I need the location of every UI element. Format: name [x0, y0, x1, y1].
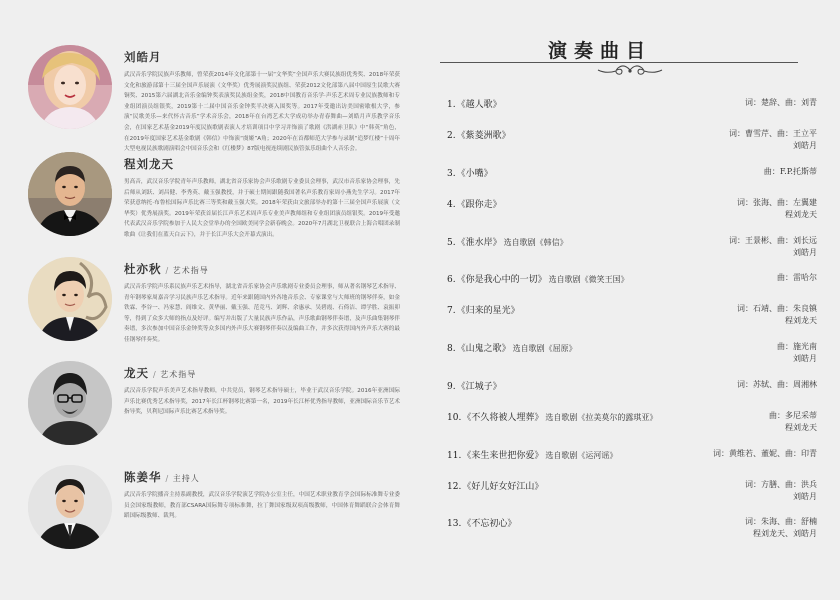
song-source: 选自歌剧《屈原》 [512, 344, 577, 353]
item-number: 8. [447, 344, 456, 354]
program-title: 演奏曲目 [547, 40, 652, 62]
credit-line: 曲：雷哈尔 [777, 273, 817, 282]
song-title: 《跟你走》 [456, 200, 502, 210]
song-source: 选自歌剧《韩信》 [503, 238, 568, 247]
song-title: 《淮水岸》 [456, 238, 502, 248]
performer-line: 刘皓月 [793, 248, 817, 257]
song-title: 《山鬼之歌》 [456, 344, 511, 354]
person-info [124, 45, 400, 155]
item-number: 9. [447, 382, 456, 392]
item-number: 3. [447, 169, 456, 179]
credit-line: 词：黄维若、董妮、曲：印青 [713, 449, 817, 458]
person-bio: 男高音，武汉音乐学院青年声乐教师，湖北省音乐家协会声乐歌剧专业委员会理事，武汉市音乐家协会理事，先后师从刘跃、刘昌健、李秀英、戴玉强教授，并于硕士期间跟随我国著名声乐教育家周小燕先生学习。2017年荣获意纳托·布鲁松国际声乐比赛三等奖和戴玉强大奖。2018年荣获由文旅部举办的第十三届全国声乐展演（文华奖）优秀展演奖。2019年荣获首届长江声乐艺术周声乐专业美声教师组和专业组团演员组银奖。2019年受邀代表武汉音乐学院参加于人民大会堂举办的全国欧美同学会新春晚会。2020年7月湖北卫视联合上海合唱团录制歌曲《让我们在蓝天白云下》，并于长江声乐大会开幕式演出。 [124, 179, 400, 238]
portrait-du-yiqiu [28, 257, 112, 341]
song-title: 《你是我心中的一切》 [456, 275, 547, 285]
song-title: 《小嘴》 [456, 169, 493, 179]
credit-line: 曲：施光南 [777, 342, 817, 351]
item-number: 10. [447, 413, 462, 423]
song-title: 《越人歌》 [456, 100, 502, 110]
credit-line: 词：曹雪芹、曲：王立平 [729, 129, 817, 138]
person-info [124, 152, 400, 241]
item-number: 7. [447, 306, 456, 316]
item-number: 4. [447, 200, 456, 210]
item-number: 6. [447, 275, 456, 285]
credit-line: 词：朱海、曲：舒楠 [745, 517, 817, 526]
performer-line: 程刘龙天 [785, 423, 817, 432]
credit-line: 词：楚辞、曲：刘青 [745, 98, 817, 107]
credit-line: 曲：多尼采蒂 [769, 411, 817, 420]
song-source: 选自歌剧《拉美莫尔的露琪亚》 [545, 413, 658, 422]
song-title: 《好儿好女好江山》 [462, 482, 544, 492]
performer-line: 刘皓月 [793, 354, 817, 363]
song-source: 选自歌剧《运河谣》 [545, 451, 618, 460]
item-number: 1. [447, 100, 456, 110]
portrait-long-tian [28, 361, 112, 445]
person-bio: 武汉音乐学院声乐美声艺术指导教师，中共党员，钢琴艺术指导硕士，毕业于武汉音乐学院。2016年亚洲国际声乐比赛优秀艺术指导奖，2017年长江杯钢琴比赛第一名，2019年长江杯优秀指导教师，亚洲国际音乐节艺术指导奖，贝利尼国际声乐比赛艺术指导奖。 [124, 388, 400, 416]
performer-line: 程刘龙天 [785, 316, 817, 325]
portrait-cheng-liu-longtian [28, 152, 112, 236]
portrait-liu-haoyue [28, 45, 112, 129]
person-role: / 艺术指导 [166, 265, 209, 276]
credit-line: 词：苏轼、曲：周湘林 [737, 380, 817, 389]
credit-line: 词：张海、曲：左翼建 [737, 198, 817, 207]
performer-line: 程刘龙天 [785, 210, 817, 219]
ornament-flourish-icon [596, 62, 664, 82]
person-name: 杜亦秋 [124, 262, 162, 276]
credit-line: 曲：F.P.托斯蒂 [763, 167, 817, 176]
person-bio: 武汉音乐学院声乐系民族声乐艺术指导，湖北省音乐家协会声乐歌剧专业委员会理事，师从著名钢琴艺术指导、青年钢琴家周嘉音学习民族声乐艺术指导。近年来跟随国内外各地音乐会、专家课堂与大师班的钢琴伴奏，如金铁霖、李谷一、冯家慧、阎维文、黄华丽、戴玉强、范竞马、刘辉、余惠承、吴碧霞、石倚洁、谭学胜、袁振卯等，得到了众多大师的指点及好评。编写并出版了大量民族声乐作品，声乐歌曲钢琴伴奏谱，及声乐曲集钢琴伴奏谱，多次参加中国音乐金钟奖等众多国内外声乐大赛钢琴伴奏以及编曲工作，并多次获得国内外声乐大赛的最佳钢琴伴奏奖。 [124, 284, 400, 343]
credit-line: 词：石靖、曲：朱良镇 [737, 304, 817, 313]
song-title: 《紫菱洲歌》 [456, 131, 511, 141]
performer-line: 刘皓月 [793, 492, 817, 501]
item-number: 2. [447, 131, 456, 141]
song-title: 《归来的星光》 [456, 306, 520, 316]
item-number: 11. [447, 451, 462, 461]
person-name: 陈姜华 [124, 470, 162, 484]
song-title: 《来生来世把你爱》 [462, 451, 544, 461]
item-number: 13. [447, 519, 462, 529]
song-title: 《江城子》 [456, 382, 502, 392]
song-title: 《不忘初心》 [462, 519, 517, 529]
person-bio: 武汉音乐学院民族声乐教师，曾荣获2014年文化部第十一届“文华奖”全国声乐大赛民族组优秀奖、2018年荣获文化和旅游部第十三届全国声乐展演（文华奖）优秀展演奖民族组、荣获2012文化部第八届中国原生民歌大赛铜奖、2015第六届湖北音乐金编钟奖表演奖民族组金奖，2018中国教育音乐学·声乐艺术周专业民族教师和专业组团演员组银奖，2019第十二届中国音乐金钟奖半决赛入围奖等。2017年受邀出访美国密歇根大学，参演“民歌美乐—来代怀古音乐”学术音乐会，2018年在台湾艺术大学成功举办青春舞曲—刘皓月声乐教学音乐会，在国家艺术基金2019年度民族歌剧表演人才培训项目中学习并饰演了歌剧《洪湖赤卫队》中“韩英”角色，在2019年度国家艺术基金歌剧《韩信》中饰演“虞姬”A角；2020年在首都师范大学参与录制“追梦红楼”十周年大型电视民族歌剧演唱会中国音乐会和《红楼梦》87版电视连续剧民族管弦乐组曲个人音乐会。 [124, 72, 400, 153]
item-number: 5. [447, 238, 456, 248]
person-name: 刘皓月 [124, 50, 162, 64]
credit-line: 词：王景彬、曲：刘长远 [729, 236, 817, 245]
song-source: 选自歌剧《微笑王国》 [548, 275, 629, 284]
person-info [124, 257, 400, 346]
person-info [124, 465, 400, 522]
person-role: / 主持人 [166, 473, 200, 484]
person-bio: 武汉音乐学院播音主持系副教授，武汉音乐学院演艺学院办公室主任，中国艺术职业教育学会国际标准舞专业委员会国家级教师，教育部CSARA国际舞专项标准舞，拉丁舞国家级双项高级教师，中国体育舞蹈联合会体育舞蹈国际级教师、裁判。 [124, 492, 400, 520]
person-role: / 艺术指导 [153, 369, 196, 380]
item-number: 12. [447, 482, 462, 492]
performer-line: 程刘龙天、刘皓月 [753, 529, 817, 538]
performer-line: 刘皓月 [793, 141, 817, 150]
portrait-chen-jianghua [28, 465, 112, 549]
credit-line: 词：方膳、曲：洪兵 [745, 480, 817, 489]
person-name: 龙天 [124, 366, 149, 380]
person-info [124, 361, 400, 418]
person-name: 程刘龙天 [124, 157, 174, 171]
song-title: 《不久将被人埋葬》 [462, 413, 544, 423]
